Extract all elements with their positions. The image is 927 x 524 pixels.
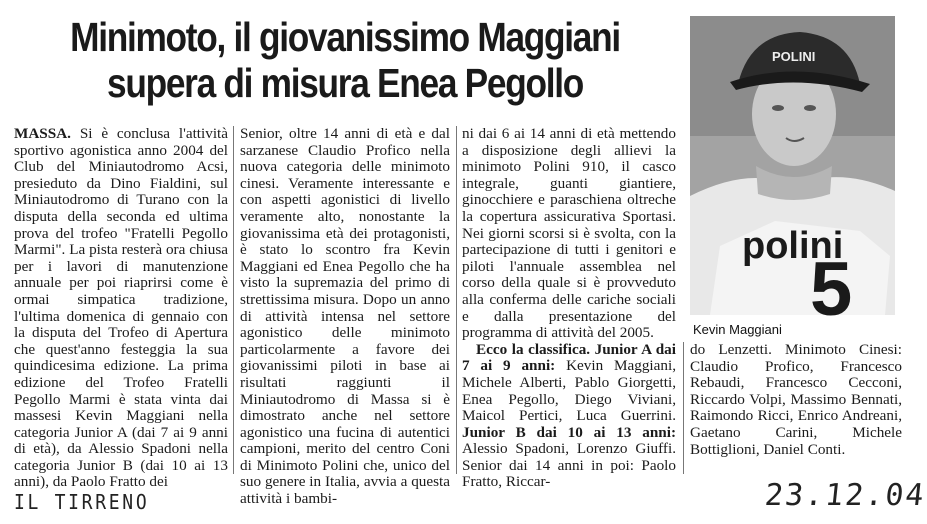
headline-line-1: Minimoto, il giovanissimo Maggiani xyxy=(70,14,620,60)
dateline: MASSA. xyxy=(14,125,71,142)
classification-heading: Ecco la classifica. Junior A dai 7 ai 9 anni: xyxy=(462,340,676,375)
article-column-4 xyxy=(690,342,902,458)
headline-line-2: supera di misura Enea Pegollo xyxy=(107,60,583,106)
column-2-text: Senior, oltre 14 anni di età e dal sarzanese Claudio Profico nella nuova categoria delle minimoto cinesi. Veramente interessante e con aspetti agonistici di livello veramente alto, nonostante la giovanissima età dei protagonisti, è stato lo scontro fra Kevin Maggiani ed Enea Pegollo che ha visto la supremazia del primo di strettissima misura. Dopo un anno di attività intensa nel settore agonistico delle minimoto particolarmente a favore dei giovanissimi piloti in base ai risultati raggiunti il Miniautodromo di Massa si è dimostrato anche nel settore agonistico una fucina di autentici campioni, merito del centro Coni di Minimoto Polini che, unico del suo genere in Italia, avvia a questa attività i bambi- xyxy=(240,125,450,508)
jersey-logo: polini xyxy=(742,225,844,267)
cap-logo: POLINI xyxy=(772,49,816,64)
photo-caption: Kevin Maggiani xyxy=(693,322,782,337)
column-divider xyxy=(683,342,684,474)
column-divider xyxy=(233,126,234,474)
column-4-text: do Lenzetti. Minimoto Cinesi: Claudio Profico, Francesco Rebaudi, Francesco Cecconi, Riccardo Volpi, Massimo Bennati, Raimondo Ricci, Enrico Andreani, Gaetano Carini, Michele Bottiglioni, Daniel Conti. xyxy=(690,341,902,458)
column-3-text: ni dai 6 ai 14 anni di età mettendo a disposizione degli allievi la minimoto Polini 910, il casco integrale, guanti giantiere, ginocchiere e paraschiena oltreche la copertura assicurativa Sportasi. Nei giorni scorsi si è svolta, con la partecipazione di tutti i genitori e piloti l'annuale assemblea nel corso della quale si è provveduto alla conferma delle cariche sociali e dalla presentazione del programma di attività del 2005. xyxy=(462,125,676,342)
article-column-1 xyxy=(14,126,228,491)
junior-b-results: Alessio Spadoni, Lorenzo Giuffi. Senior dai 14 anni in poi: Paolo Fratto, Riccar- xyxy=(462,440,676,491)
article-column-2 xyxy=(240,126,450,508)
column-1-text: Si è conclusa l'attività sportivo agonistica anno 2004 del Club del Miniautodromo Acsi, presieduto da Dino Fialdini, sul Miniautodromo di Turano con la disputa della seconda ed ultima prova del trofeo "Fratelli Pegollo Marmi". La pista resterà ora chiusa per i lavori di manutenzione annuale per poi riaprirsi come è ormai simpatica tradizione, l'ultima domenica di gennaio con la disputa del Trofeo di Apertura che quest'anno festeggia la sua quindicesima edizione. La prima edizione del Trofeo Fratelli Pegollo Marmi è stata vinta dai massesi Kevin Maggiani nella categoria Junior A (dai 7 ai 9 anni di età), da Alessio Spadoni nella categoria Junior B (dai 10 ai 13 anni), da Paolo Fratto dei xyxy=(14,125,229,491)
junior-b-heading: Junior B dai 10 ai 13 anni: xyxy=(462,423,676,441)
article-column-3 xyxy=(462,126,676,491)
newspaper-name-stamp: IL TIRRENO xyxy=(14,490,150,514)
column-divider xyxy=(456,126,457,474)
junior-a-results: Kevin Maggiani, Michele Alberti, Pablo Giorgetti, Enea Pegollo, Diego Viviani, Maicol Pertici, Luca Guerrini. xyxy=(462,357,677,425)
race-number: 5 xyxy=(810,247,853,332)
handwritten-date: 23.12.04 xyxy=(763,478,927,513)
headline xyxy=(60,14,629,106)
